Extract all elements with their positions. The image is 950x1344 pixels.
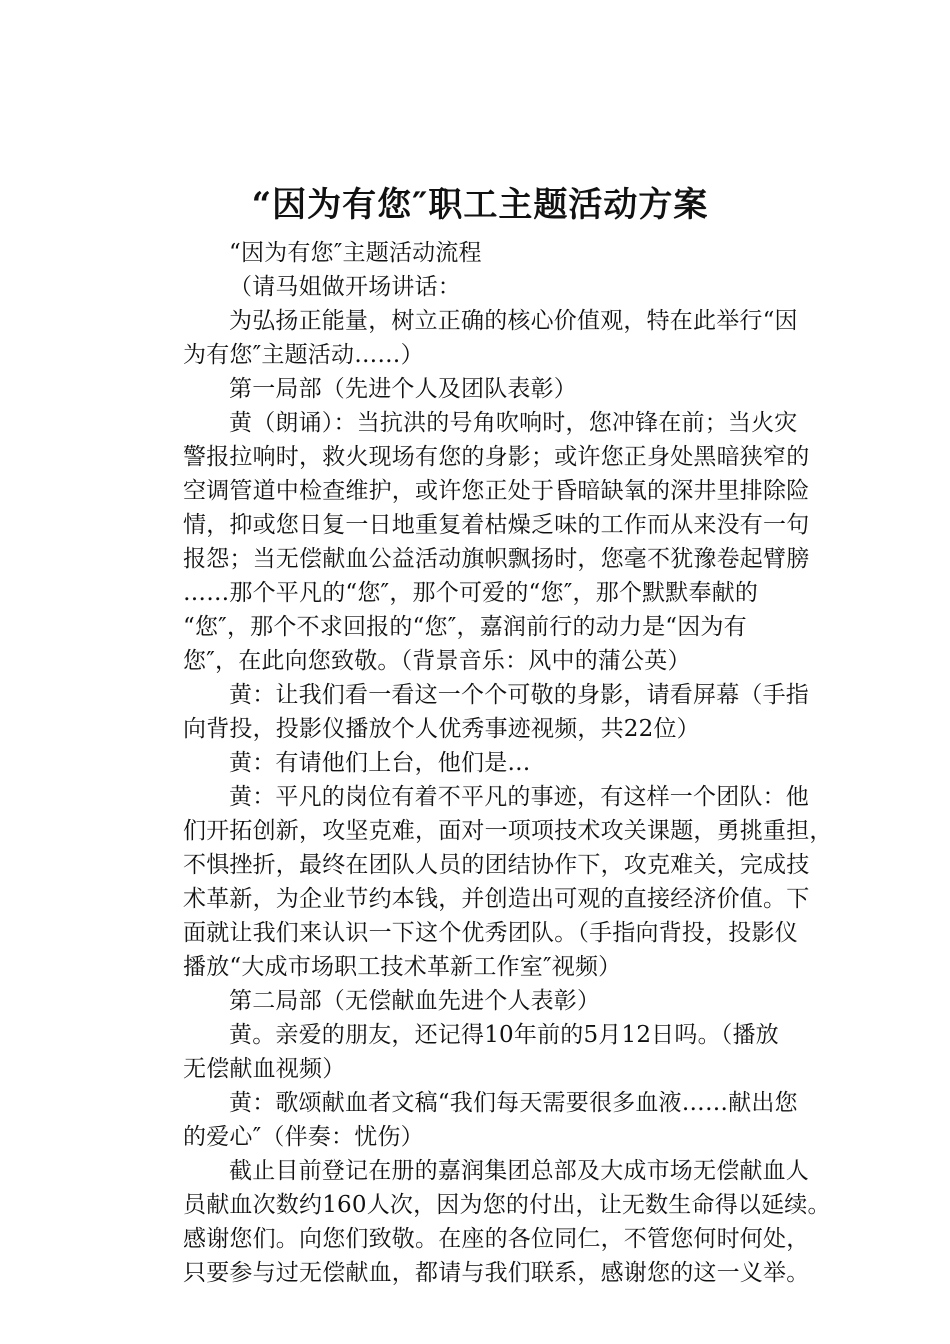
paragraph-line: 术革新，为企业节约本钱，并创造出可观的直接经济价值。下 — [183, 886, 810, 912]
paragraph — [137, 984, 827, 1018]
paragraph-line: “因为有您″主题活动流程 — [229, 240, 482, 266]
paragraph — [137, 780, 833, 984]
paragraph-line: “您″，那个不求回报的“您″，嘉润前行的动力是“因为有 — [183, 614, 747, 640]
paragraph-line: 为有您″主题活动……） — [183, 342, 424, 368]
paragraph-line: 为弘扬正能量，树立正确的核心价值观，特在此举行“因 — [229, 308, 798, 334]
paragraph-line: 们开拓创新，攻坚克难，面对一项项技术攻关课题，勇挑重担， — [183, 818, 833, 844]
paragraph-line: 截止目前登记在册的嘉润集团总部及大成市场无偿献血人 — [229, 1158, 809, 1184]
paragraph-line: 不惧挫折，最终在团队人员的团结协作下，攻克难关，完成技 — [183, 852, 810, 878]
paragraph-line: 感谢您们。向您们致敬。在座的各位同仁，不管您何时何处， — [183, 1226, 810, 1252]
paragraph-line: 播放“大成市场职工技术革新工作室″视频） — [183, 954, 622, 980]
paragraph — [137, 270, 827, 304]
paragraph-line: 只要参与过无偿献血，都请与我们联系，感谢您的这一义举。 — [183, 1260, 810, 1286]
paragraph-line: 黄。亲爱的朋友，还记得10年前的5月12日吗。（播放 — [229, 1022, 779, 1048]
paragraph-line: 无偿献血视频） — [183, 1056, 346, 1082]
paragraph-line: 黄：让我们看一看这一个个可敬的身影，请看屏幕（手指 — [229, 682, 809, 708]
paragraph-line: （请马姐做开场讲话： — [229, 274, 461, 300]
paragraph-line: 向背投，投影仪播放个人优秀事迹视频，共22位） — [183, 716, 700, 742]
paragraph — [137, 372, 827, 406]
paragraph-line: ……那个平凡的“您″，那个可爱的“您″，那个默默奉献的 — [183, 580, 759, 606]
document-title: “因为有您″职工主题活动方案 — [251, 185, 709, 225]
paragraph — [137, 1086, 827, 1154]
paragraph — [137, 304, 827, 372]
paragraph-line: 第一局部（先进个人及团队表彰） — [229, 376, 577, 402]
paragraph-line: 您″，在此向您致敬。（背景音乐：风中的蒲公英） — [183, 648, 691, 674]
paragraph-line: 黄（朗诵）：当抗洪的号角吹响时，您冲锋在前；当火灾 — [229, 410, 798, 436]
paragraph-line: 的爱心″（伴奏：忧伤） — [183, 1124, 424, 1150]
paragraph-line: 黄：平凡的岗位有着不平凡的事迹，有这样一个团队：他 — [229, 784, 809, 810]
paragraph — [137, 236, 827, 270]
paragraph-line: 员献血次数约160人次，因为您的付出，让无数生命得以延续。 — [183, 1192, 831, 1218]
paragraph-line: 面就让我们来认识一下这个优秀团队。（手指向背投，投影仪 — [183, 920, 798, 946]
paragraph-line: 空调管道中检查维护，或许您正处于昏暗缺氧的深井里排除险 — [183, 478, 810, 504]
paragraph — [137, 1154, 831, 1290]
paragraph-line: 第二局部（无偿献血先进个人表彰） — [229, 988, 601, 1014]
paragraph-line: 情，抑或您日复一日地重复着枯燥乏味的工作而从来没有一句 — [183, 512, 810, 538]
paragraph — [137, 406, 827, 678]
document-body — [137, 236, 833, 1290]
paragraph-line: 警报拉响时，救火现场有您的身影；或许您正身处黑暗狭窄的 — [183, 444, 810, 470]
paragraph-line: 黄：歌颂献血者文稿“我们每天需要很多血液……献出您 — [229, 1090, 798, 1116]
paragraph-line: 黄：有请他们上台，他们是… — [229, 750, 531, 776]
paragraph — [137, 678, 827, 746]
paragraph — [137, 1018, 827, 1086]
paragraph — [137, 746, 827, 780]
paragraph-line: 报怨；当无偿献血公益活动旗帜飘扬时，您毫不犹豫卷起臂膀 — [183, 546, 810, 572]
